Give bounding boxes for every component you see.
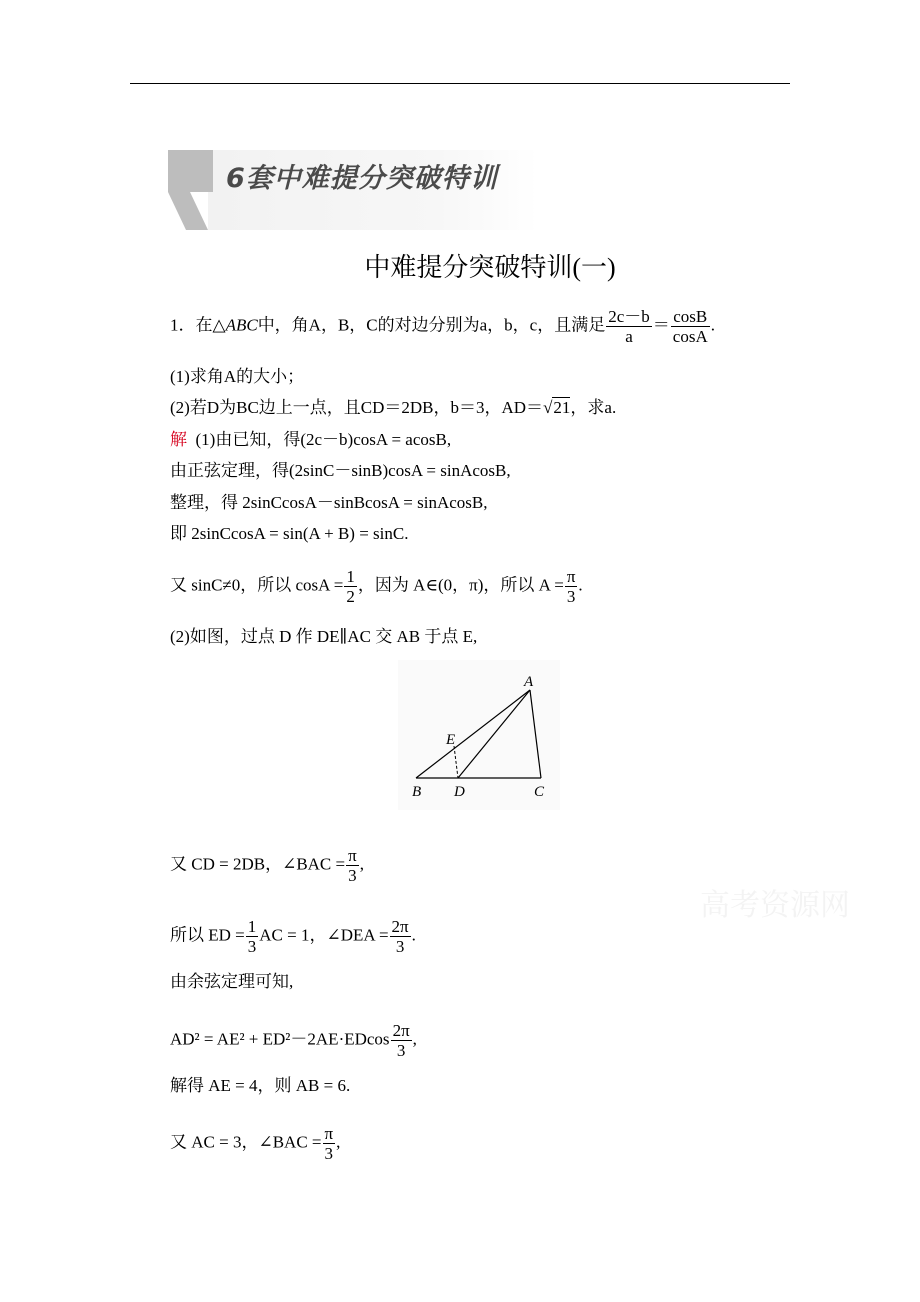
frac-num: 2π [391,917,409,936]
fraction [565,567,578,606]
period: . [411,925,416,945]
q2-text: ，求a. [570,398,617,417]
label-c: C [534,784,545,800]
section-banner [168,150,538,230]
solution-text: ，因为 A∈(0，π)，所以 A = [357,575,564,595]
problem-stem [170,307,715,346]
fraction [344,567,357,606]
solution-text: 所以 ED = [170,925,245,945]
frac-num: π [324,1124,334,1143]
solution-line-7 [170,846,364,885]
comma: , [412,1029,417,1049]
watermark: 高考资源网 [700,888,850,923]
frac-den: 3 [391,1040,412,1060]
solution-line-3: 整理，得 2sinCcosA－sinBcosA = sinAcosB, [170,493,488,512]
fraction [323,1124,336,1163]
frac-num: 2π [392,1021,410,1040]
frac-num: 1 [346,567,355,586]
comma: , [359,854,364,874]
banner-title: 6套中难提分突破特训 [226,163,498,194]
solution-line-1 [170,430,451,450]
frac-den: 3 [323,1143,336,1163]
period: . [710,315,715,335]
solution-line-6: (2)如图，过点 D 作 DE∥AC 交 AB 于点 E, [170,627,478,646]
frac-num: π [566,567,576,586]
solution-text: AD² = AE² + ED²－2AE·EDcos [170,1029,390,1049]
frac-den: 3 [346,865,359,885]
frac-num: π [348,846,357,865]
stem-text: 1．在△ [170,315,226,335]
label-a: A [524,674,534,690]
fraction [671,307,710,346]
frac-num: 2c－b [608,307,650,326]
stem-text: 中，角A，B，C的对边分别为a，b，c，且满足 [257,315,606,335]
fraction [390,917,411,956]
solution-line-9: 由余弦定理可知, [170,972,294,991]
equals: ＝ [652,315,670,335]
label-b: B [412,784,422,800]
solution-text: 又 CD = 2DB，∠BAC = [170,854,346,874]
triangle-figure [398,660,560,810]
solution-text: AC = 1，∠DEA = [259,925,389,945]
solution-line-4: 即 2sinCcosA = sin(A + B) = sinC. [170,524,409,543]
sqrt-value: 21 [553,398,571,417]
solution-text: (1)由已知，得(2c－b)cosA = acosB, [195,430,452,449]
question-1: (1)求角A的大小； [170,367,305,386]
solution-line-5 [170,567,583,606]
solution-text: 又 AC = 3，∠BAC = [170,1132,322,1152]
frac-den: a [606,326,652,346]
solution-line-8 [170,917,416,956]
frac-den: 2 [346,587,355,606]
frac-den: cosA [672,327,708,346]
solution-line-12 [170,1124,340,1163]
comma: , [336,1132,341,1152]
banner-corner-icon [168,150,228,230]
solution-line-10 [170,1021,417,1060]
label-e: E [446,732,456,748]
solution-label: 解 [170,430,187,450]
period: . [578,575,583,595]
fraction [246,917,259,956]
fraction [606,307,652,346]
page-title: 中难提分突破特训(一) [364,253,616,282]
solution-line-2: 由正弦定理，得(2sinC－sinB)cosA = sinAcosB, [170,461,511,480]
stem-triangle: ABC [225,315,258,335]
top-rule [130,83,790,84]
frac-num: cosB [673,307,708,326]
frac-num: 1 [247,917,257,936]
label-d: D [454,784,465,800]
solution-line-11: 解得 AE = 4，则 AB = 6. [170,1076,351,1095]
question-2: (2)若D为BC边上一点，且CD＝2DB，b＝3，AD＝√21，求a. [170,398,617,417]
fraction [346,846,359,885]
frac-den: 3 [247,937,257,956]
q2-text: (2)若D为BC边上一点，且CD＝2DB，b＝3，AD＝ [170,398,544,417]
frac-den: 3 [390,936,411,956]
fraction [391,1021,412,1060]
solution-text: 又 sinC≠0，所以 cosA = [170,575,344,595]
frac-den: 3 [565,586,578,606]
